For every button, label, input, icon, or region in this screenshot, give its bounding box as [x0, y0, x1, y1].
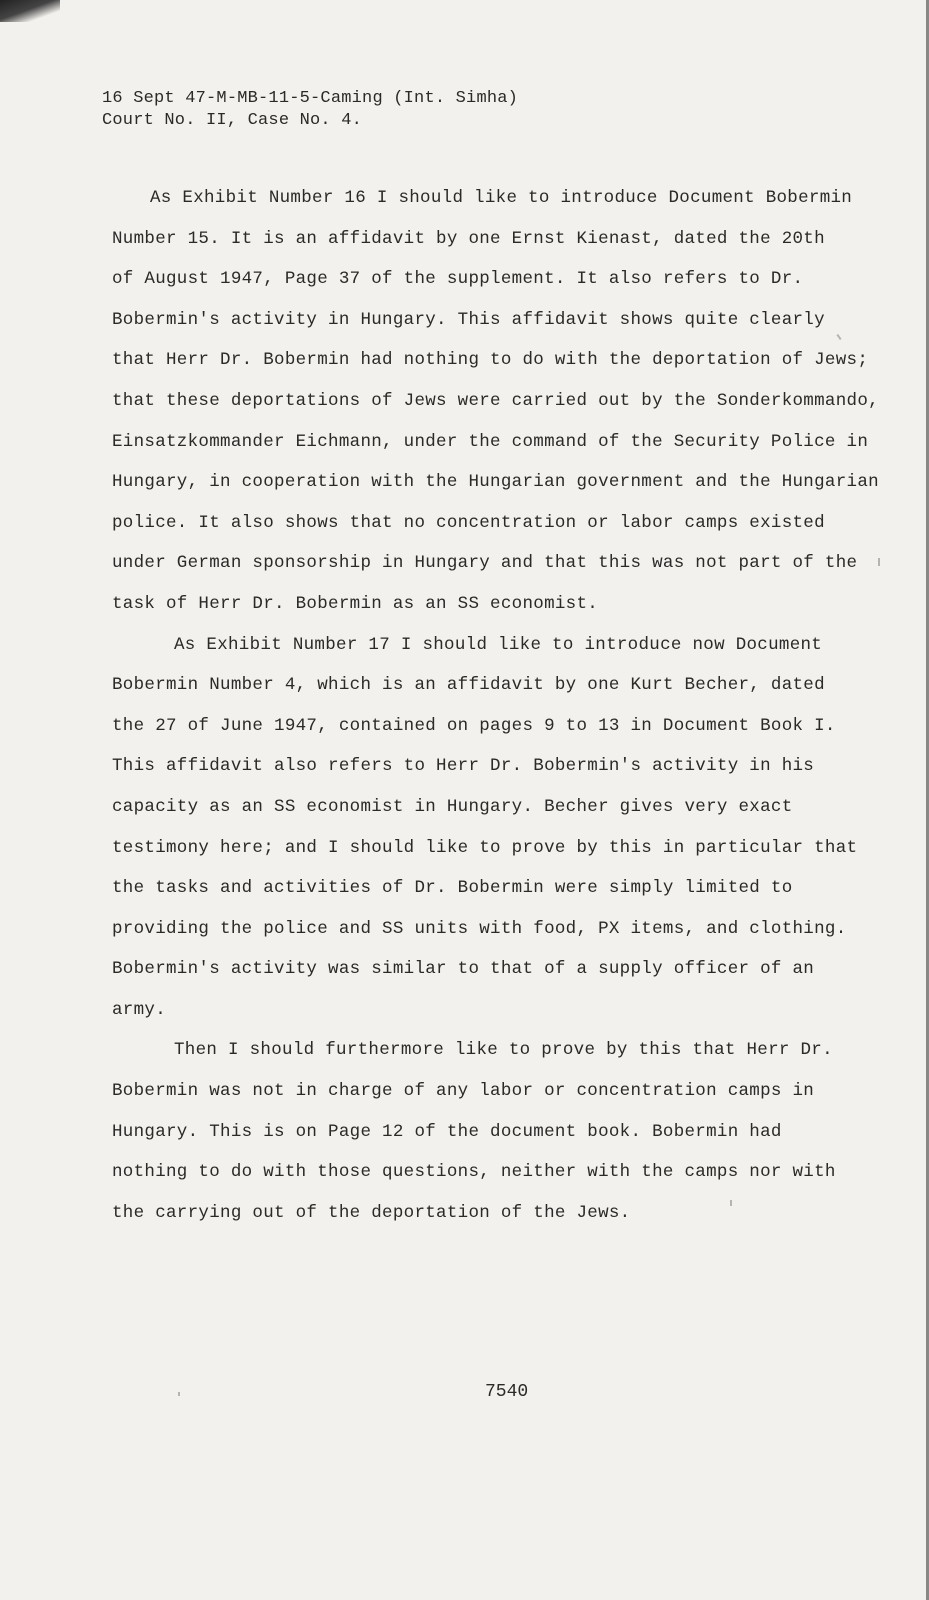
- paragraph-1-line-10: under German sponsorship in Hungary and that this was not part of the: [112, 553, 858, 574]
- scan-corner-shadow: [0, 0, 60, 22]
- paragraph-1-line-11: task of Herr Dr. Bobermin as an SS economist.: [112, 593, 599, 614]
- paragraph-1-line-9: police. It also shows that no concentration or labor camps existed: [112, 512, 825, 533]
- header-reference-line: 16 Sept 47-M-MB-11-5-Caming (Int. Simha): [102, 89, 519, 108]
- paragraph-3-line-4: nothing to do with those questions, neither with the camps nor with: [112, 1162, 836, 1183]
- paragraph-1-line-6: that these deportations of Jews were carried out by the Sonderkommando,: [112, 390, 879, 411]
- paragraph-1-line-4: Bobermin's activity in Hungary. This affidavit shows quite clearly: [112, 309, 825, 330]
- paragraph-1-line-1: As Exhibit Number 16 I should like to introduce Document Bobermin: [150, 188, 853, 208]
- paragraph-2-line-3: the 27 of June 1947, contained on pages 9 to 13 in Document Book I.: [112, 715, 836, 736]
- paragraph-2-line-2: Bobermin Number 4, which is an affidavit by one Kurt Becher, dated: [112, 675, 825, 696]
- scan-speck: [730, 1200, 732, 1206]
- scan-speck: [878, 558, 880, 566]
- paragraph-2-line-8: providing the police and SS units with food, PX items, and clothing.: [112, 918, 847, 939]
- paragraph-2-line-9: Bobermin's activity was similar to that of a supply officer of an: [112, 959, 815, 980]
- paragraph-1-line-3: of August 1947, Page 37 of the supplement. It also refers to Dr.: [112, 269, 804, 290]
- paragraph-2-line-6: testimony here; and I should like to prove by this in particular that: [112, 837, 858, 858]
- paragraph-2-line-4: This affidavit also refers to Herr Dr. Bobermin's activity in his: [112, 756, 815, 777]
- paragraph-3-line-2: Bobermin was not in charge of any labor or concentration camps in: [112, 1081, 815, 1102]
- scan-speck: [178, 1392, 180, 1396]
- paragraph-2-line-10: army.: [112, 999, 167, 1020]
- paragraph-3-line-5: the carrying out of the deportation of the Jews.: [112, 1202, 631, 1223]
- transcript-body: [112, 178, 879, 1233]
- paragraph-1-line-2: Number 15. It is an affidavit by one Ernst Kienast, dated the 20th: [112, 228, 825, 249]
- document-header: [102, 88, 518, 132]
- paragraph-1-line-7: Einsatzkommander Eichmann, under the command of the Security Police in: [112, 431, 869, 452]
- paragraph-2-line-1: As Exhibit Number 17 I should like to introduce now Document: [174, 634, 823, 655]
- header-court-line: Court No. II, Case No. 4.: [102, 111, 363, 130]
- paragraph-3-line-1: Then I should furthermore like to prove by this that Herr Dr.: [174, 1040, 833, 1061]
- paragraph-1-line-5: that Herr Dr. Bobermin had nothing to do with the deportation of Jews;: [112, 350, 869, 371]
- paragraph-2-line-5: capacity as an SS economist in Hungary. Becher gives very exact: [112, 796, 793, 817]
- paragraph-1-line-8: Hungary, in cooperation with the Hungarian government and the Hungarian: [112, 472, 879, 493]
- page-number: 7540: [485, 1382, 529, 1402]
- paragraph-2-line-7: the tasks and activities of Dr. Bobermin were simply limited to: [112, 878, 793, 899]
- paragraph-3-line-3: Hungary. This is on Page 12 of the document book. Bobermin had: [112, 1121, 782, 1142]
